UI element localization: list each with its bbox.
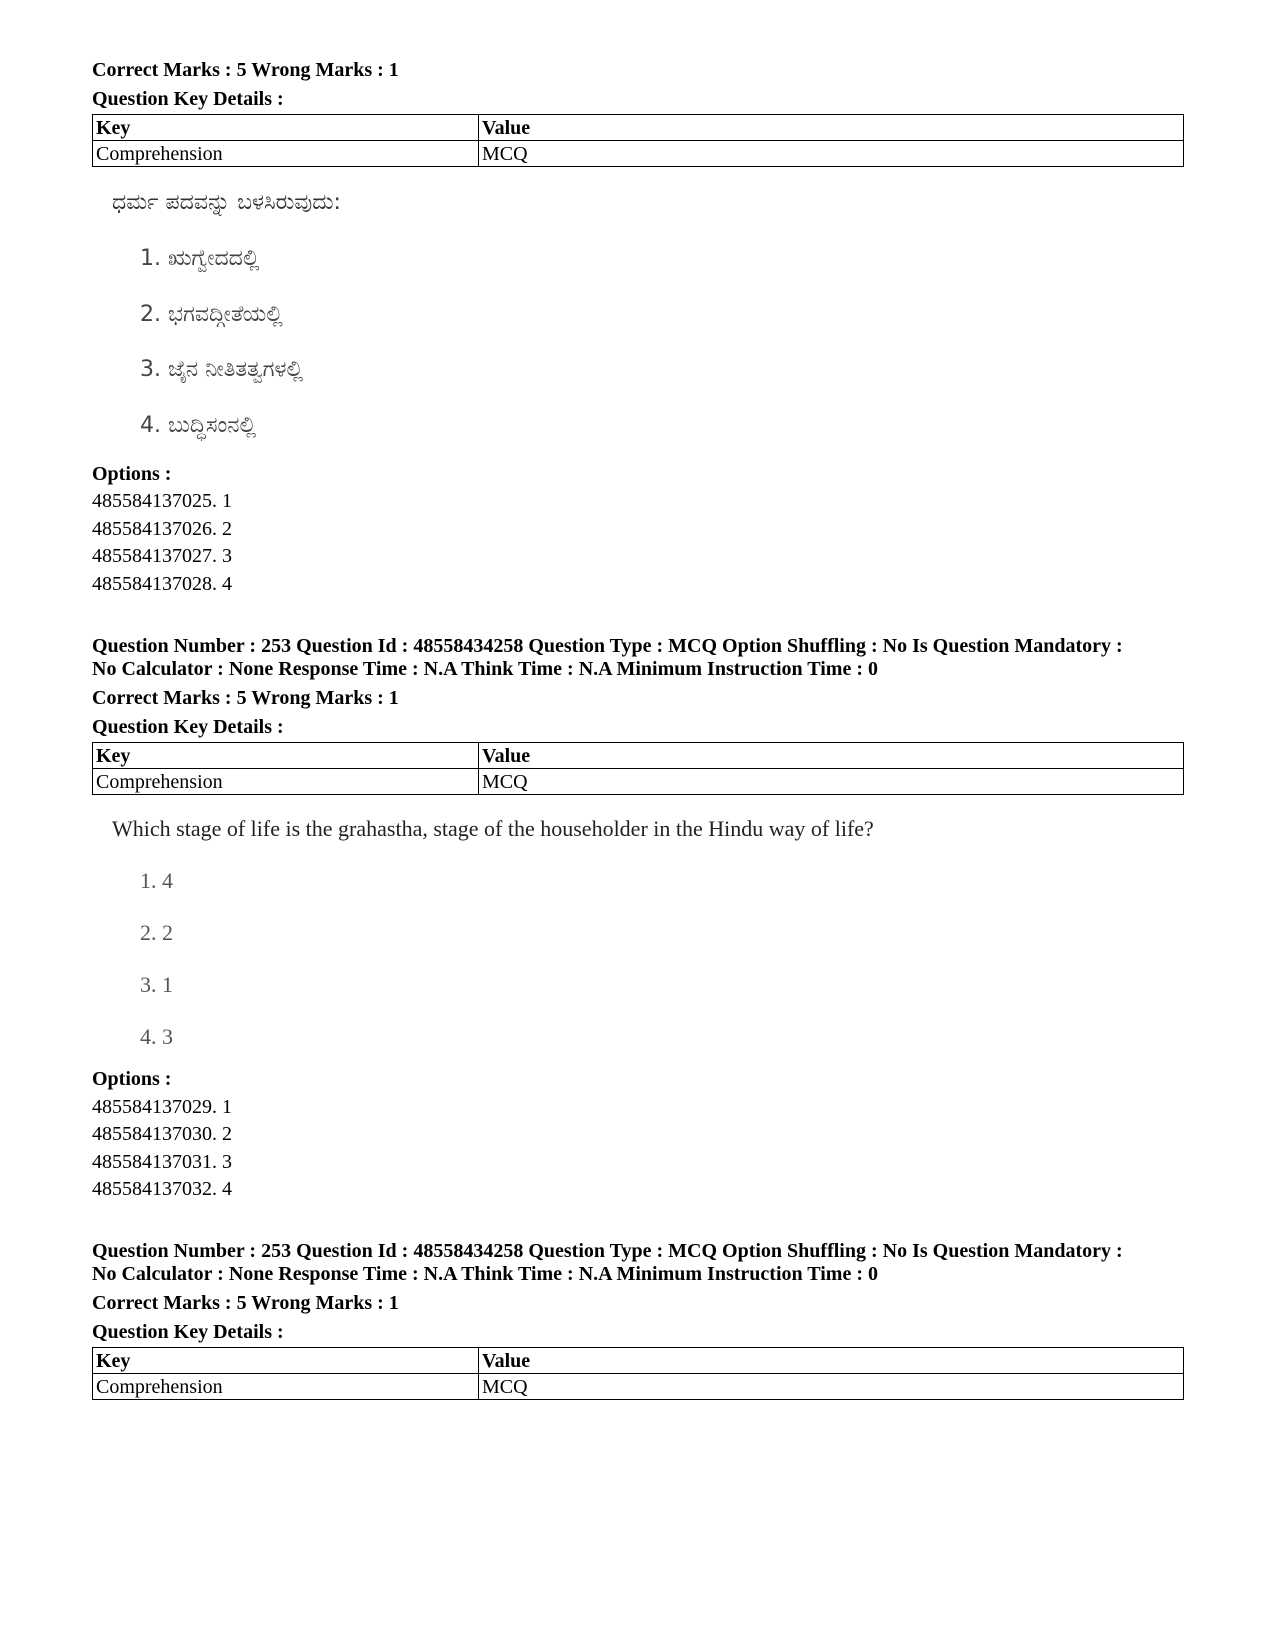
table-row bbox=[93, 769, 1184, 795]
option-item: 485584137030. 2 bbox=[92, 1123, 232, 1145]
key-details-table bbox=[92, 742, 1184, 795]
question-header-line2: No Calculator : None Response Time : N.A Think Time : N.A Minimum Instruction Time : 0 bbox=[92, 658, 878, 680]
question-header-line1: Question Number : 253 Question Id : 48558434258 Question Type : MCQ Option Shuffling : No Is Question Mandatory : bbox=[92, 635, 1123, 657]
table-row bbox=[93, 141, 1184, 167]
table-header-key: Key bbox=[93, 115, 479, 141]
table-cell-value: MCQ bbox=[479, 769, 1184, 795]
table-header-row bbox=[93, 743, 1184, 769]
option-item: 485584137026. 2 bbox=[92, 518, 232, 540]
key-details-table bbox=[92, 114, 1184, 167]
table-cell-value: MCQ bbox=[479, 1374, 1184, 1400]
question-option: 2. 2 bbox=[140, 920, 173, 945]
table-cell-key: Comprehension bbox=[93, 141, 479, 167]
question-option: 1. ಋಗ್ವೇದದಲ್ಲಿ bbox=[140, 246, 260, 271]
table-cell-key: Comprehension bbox=[93, 769, 479, 795]
option-item: 485584137032. 4 bbox=[92, 1178, 232, 1200]
question-option: 4. 3 bbox=[140, 1024, 173, 1049]
marks-line: Correct Marks : 5 Wrong Marks : 1 bbox=[92, 687, 399, 709]
option-item: 485584137025. 1 bbox=[92, 490, 232, 512]
table-header-key: Key bbox=[93, 743, 479, 769]
question-text: Which stage of life is the grahastha, stage of the householder in the Hindu way of life? bbox=[112, 816, 874, 841]
question-option: 3. ಜೈನ ನೀತಿತತ್ವಗಳಲ್ಲಿ bbox=[140, 357, 304, 382]
option-item: 485584137027. 3 bbox=[92, 545, 232, 567]
key-details-table bbox=[92, 1347, 1184, 1400]
marks-line: Correct Marks : 5 Wrong Marks : 1 bbox=[92, 59, 399, 81]
table-header-row bbox=[93, 115, 1184, 141]
table-header-row bbox=[93, 1348, 1184, 1374]
key-details-label: Question Key Details : bbox=[92, 716, 284, 738]
table-header-value: Value bbox=[479, 743, 1184, 769]
question-header bbox=[92, 635, 1212, 681]
marks-line: Correct Marks : 5 Wrong Marks : 1 bbox=[92, 1292, 399, 1314]
option-item: 485584137031. 3 bbox=[92, 1151, 232, 1173]
question-option: 4. ಬುದ್ಧಿಸಂನಲ್ಲಿ bbox=[140, 413, 257, 438]
table-cell-key: Comprehension bbox=[93, 1374, 479, 1400]
table-header-value: Value bbox=[479, 115, 1184, 141]
table-cell-value: MCQ bbox=[479, 141, 1184, 167]
question-header-line2: No Calculator : None Response Time : N.A Think Time : N.A Minimum Instruction Time : 0 bbox=[92, 1263, 878, 1285]
options-label: Options : bbox=[92, 1068, 172, 1090]
option-item: 485584137029. 1 bbox=[92, 1096, 232, 1118]
question-header-line1: Question Number : 253 Question Id : 48558434258 Question Type : MCQ Option Shuffling : No Is Question Mandatory : bbox=[92, 1240, 1123, 1262]
options-label: Options : bbox=[92, 463, 172, 485]
question-option: 2. ಭಗವದ್ಗೀತೆಯಲ್ಲಿ bbox=[140, 302, 283, 327]
question-option: 1. 4 bbox=[140, 868, 173, 893]
question-option: 3. 1 bbox=[140, 972, 173, 997]
option-item: 485584137028. 4 bbox=[92, 573, 232, 595]
table-header-value: Value bbox=[479, 1348, 1184, 1374]
key-details-label: Question Key Details : bbox=[92, 1321, 284, 1343]
table-row bbox=[93, 1374, 1184, 1400]
key-details-label: Question Key Details : bbox=[92, 88, 284, 110]
question-header bbox=[92, 1240, 1212, 1286]
table-header-key: Key bbox=[93, 1348, 479, 1374]
question-text: ಧರ್ಮ ಪದವನ್ನು ಬಳಸಿರುವುದು: bbox=[112, 190, 341, 215]
